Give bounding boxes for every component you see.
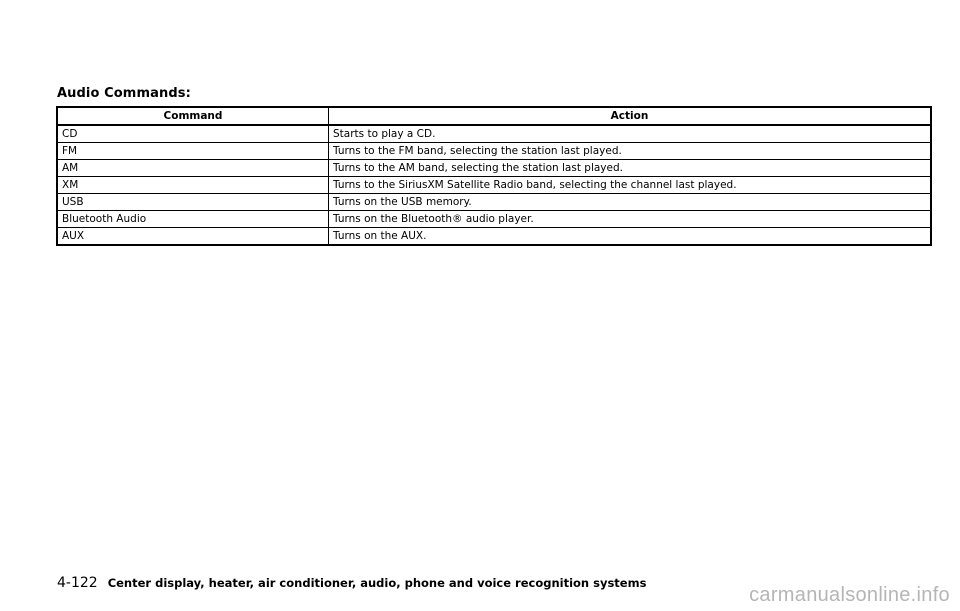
- action-cell: Starts to play a CD.: [329, 125, 932, 143]
- section-title: Audio Commands:: [57, 86, 191, 101]
- action-cell: Turns on the AUX.: [329, 228, 932, 246]
- command-cell: USB: [57, 194, 329, 211]
- command-cell: AM: [57, 160, 329, 177]
- audio-commands-table: [56, 106, 932, 246]
- action-cell: Turns to the SiriusXM Satellite Radio band, selecting the channel last played.: [329, 177, 932, 194]
- table-row: [57, 143, 931, 160]
- command-cell: XM: [57, 177, 329, 194]
- footer-chapter-title: Center display, heater, air conditioner, audio, phone and voice recognition systems: [107, 576, 647, 590]
- table-row: [57, 125, 931, 143]
- table-row: [57, 228, 931, 246]
- command-cell: AUX: [57, 228, 329, 246]
- table-row: [57, 160, 931, 177]
- site-watermark: carmanualsonline.info: [749, 584, 950, 606]
- command-cell: FM: [57, 143, 329, 160]
- page-footer: [57, 572, 646, 591]
- action-cell: Turns to the FM band, selecting the station last played.: [329, 143, 932, 160]
- action-cell: Turns on the Bluetooth® audio player.: [329, 211, 932, 228]
- command-cell: Bluetooth Audio: [57, 211, 329, 228]
- page-number: 4-122: [57, 575, 98, 591]
- table-row: [57, 194, 931, 211]
- table-header-row: [57, 107, 931, 125]
- action-cell: Turns to the AM band, selecting the station last played.: [329, 160, 932, 177]
- column-header-command: Command: [57, 107, 329, 125]
- table-row: [57, 177, 931, 194]
- command-cell: CD: [57, 125, 329, 143]
- action-cell: Turns on the USB memory.: [329, 194, 932, 211]
- table-row: [57, 211, 931, 228]
- column-header-action: Action: [329, 107, 932, 125]
